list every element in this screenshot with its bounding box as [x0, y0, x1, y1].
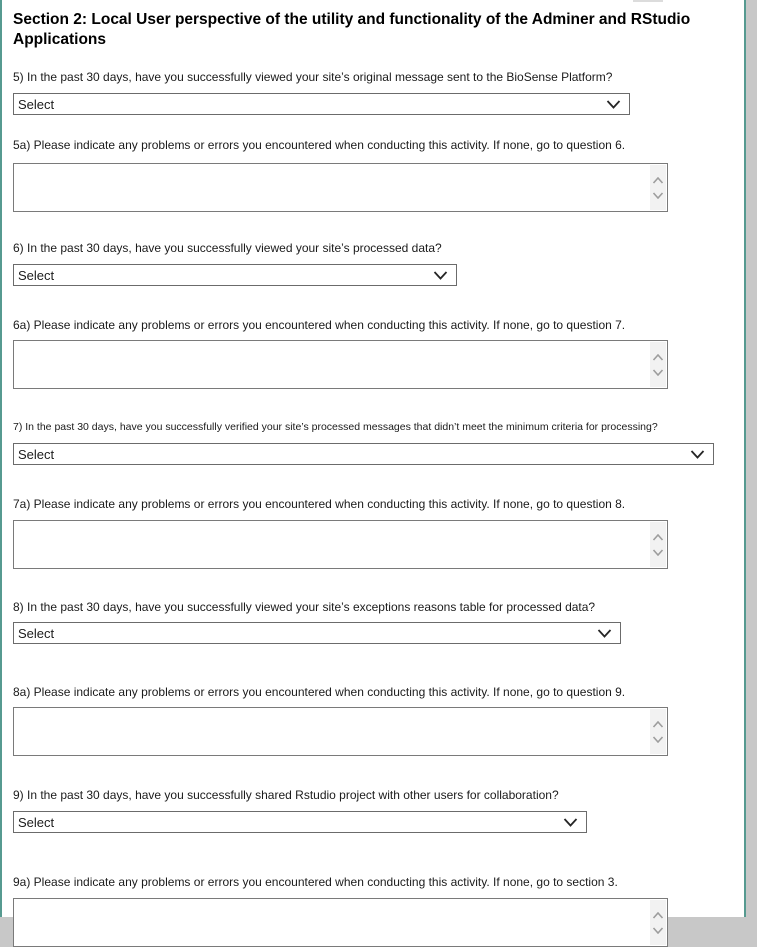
question-9-select[interactable]	[13, 811, 587, 833]
chevron-down-icon	[597, 629, 612, 638]
chevron-down-icon	[606, 100, 621, 109]
question-5-select[interactable]	[13, 93, 630, 115]
chevron-down-icon	[433, 271, 448, 280]
question-6-select[interactable]	[13, 264, 457, 286]
scroll-down-icon[interactable]	[653, 543, 664, 561]
select-value: Select	[18, 446, 55, 462]
scroll-down-icon[interactable]	[653, 921, 664, 939]
question-7a-label: 7a) Please indicate any problems or errors you encountered when conducting this activity. If none, go to question 8.	[13, 497, 626, 511]
textarea-scrollbar[interactable]	[650, 900, 666, 945]
page-top-artifact	[633, 0, 663, 2]
textarea-scrollbar[interactable]	[650, 709, 666, 754]
select-value: Select	[18, 814, 55, 830]
question-5a-textarea[interactable]	[13, 163, 668, 212]
scroll-down-icon[interactable]	[653, 186, 664, 204]
question-8-label: 8) In the past 30 days, have you successfully viewed your site’s exceptions reasons table for processed data?	[13, 600, 596, 614]
select-value: Select	[18, 267, 55, 283]
section-title: Section 2: Local User perspective of the utility and functionality of the Adminer and RStudio Applications	[13, 11, 691, 48]
scroll-down-icon[interactable]	[653, 363, 664, 381]
question-5-label: 5) In the past 30 days, have you successfully viewed your site’s original message sent to the BioSense Platform?	[13, 70, 613, 84]
textarea-scrollbar[interactable]	[650, 522, 666, 567]
question-9a-textarea[interactable]	[13, 898, 668, 947]
question-8-select[interactable]	[13, 622, 621, 644]
textarea-scrollbar[interactable]	[650, 165, 666, 210]
question-8a-textarea[interactable]	[13, 707, 668, 756]
question-7-select[interactable]	[13, 443, 714, 465]
question-6a-textarea[interactable]	[13, 340, 668, 389]
question-7-label: 7) In the past 30 days, have you successfully verified your site’s processed messages that didn’t meet the minimum criteria for processing?	[13, 421, 658, 433]
question-9-label: 9) In the past 30 days, have you successfully shared Rstudio project with other users for collaboration?	[13, 788, 559, 802]
textarea-scrollbar[interactable]	[650, 342, 666, 387]
question-9a-label: 9a) Please indicate any problems or errors you encountered when conducting this activity. If none, go to section 3.	[13, 875, 618, 889]
question-5a-label: 5a) Please indicate any problems or errors you encountered when conducting this activity. If none, go to question 6.	[13, 138, 626, 152]
question-8a-label: 8a) Please indicate any problems or errors you encountered when conducting this activity. If none, go to question 9.	[13, 685, 626, 699]
question-7a-textarea[interactable]	[13, 520, 668, 569]
question-6a-label: 6a) Please indicate any problems or errors you encountered when conducting this activity. If none, go to question 7.	[13, 318, 626, 332]
select-value: Select	[18, 625, 55, 641]
select-value: Select	[18, 96, 55, 112]
chevron-down-icon	[563, 818, 578, 827]
question-6-label: 6) In the past 30 days, have you successfully viewed your site’s processed data?	[13, 241, 442, 255]
chevron-down-icon	[690, 450, 705, 459]
scroll-down-icon[interactable]	[653, 730, 664, 748]
